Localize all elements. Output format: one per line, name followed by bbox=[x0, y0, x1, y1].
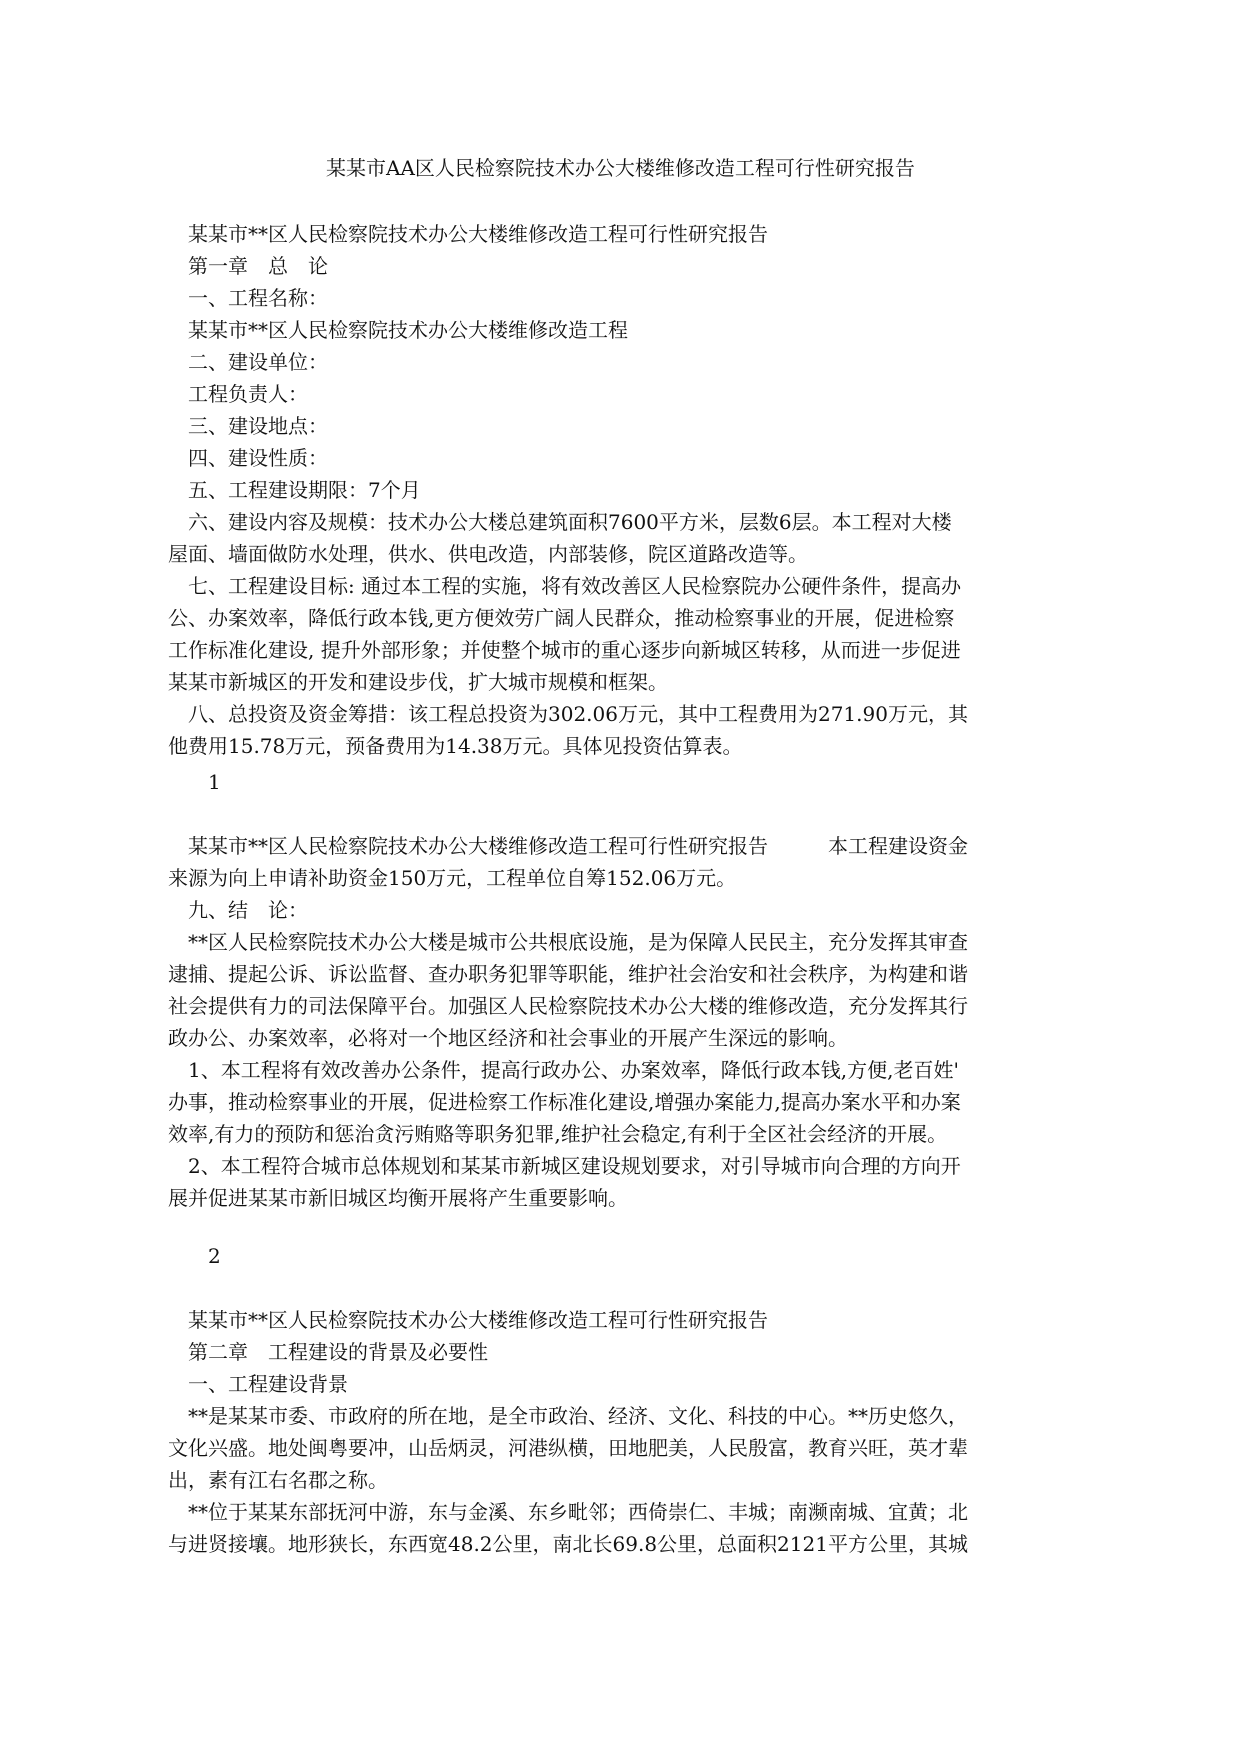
text-line: 效率,有力的预防和惩治贪污贿赂等职务犯罪,维护社会稳定,有利于全区社会经济的开展。 bbox=[168, 1122, 948, 1146]
text-line: 展并促进某某市新旧城区均衡开展将产生重要影响。 bbox=[168, 1186, 628, 1210]
item-heading: 九、结 论： bbox=[188, 898, 308, 922]
text-line: 八、总投资及资金筹措：该工程总投资为302.06万元，其中工程费用为271.90万元，其 bbox=[188, 702, 968, 726]
text-line: 政办公、办案效率，必将对一个地区经济和社会事业的开展产生深远的影响。 bbox=[168, 1026, 848, 1050]
text-line: 七、工程建设目标: 通过本工程的实施，将有效改善区人民检察院办公硬件条件，提高办 bbox=[188, 574, 962, 598]
section-page-3 bbox=[168, 1304, 1058, 1560]
text-line: 1、本工程将有效改善办公条件，提高行政办公、办案效率，降低行政本钱,方便,老百姓' bbox=[188, 1058, 959, 1082]
running-header: 某某市**区人民检察院技术办公大楼维修改造工程可行性研究报告 本工程建设资金 bbox=[188, 834, 968, 858]
page-number: 2 bbox=[208, 1244, 221, 1268]
text-line: 他费用15.78万元，预备费用为14.38万元。具体见投资估算表。 bbox=[168, 734, 743, 758]
text-line: 某某市新城区的开发和建设步伐，扩大城市规模和框架。 bbox=[168, 670, 668, 694]
item-heading: 三、建设地点： bbox=[188, 414, 328, 438]
text-line: 文化兴盛。地处闽粤要冲，山岳炳灵，河港纵横，田地肥美，人民殷富，教育兴旺，英才辈 bbox=[168, 1436, 968, 1460]
text-line: 与进贤接壤。地形狭长，东西宽48.2公里，南北长69.8公里，总面积2121平方公里，其城 bbox=[168, 1532, 968, 1556]
item-heading: 二、建设单位： bbox=[188, 350, 328, 374]
text-line: 六、建设内容及规模：技术办公大楼总建筑面积7600平方米，层数6层。本工程对大楼 bbox=[188, 510, 952, 534]
text-line: 社会提供有力的司法保障平台。加强区人民检察院技术办公大楼的维修改造，充分发挥其行 bbox=[168, 994, 968, 1018]
running-header: 某某市**区人民检察院技术办公大楼维修改造工程可行性研究报告 bbox=[188, 1308, 768, 1332]
running-header: 某某市**区人民检察院技术办公大楼维修改造工程可行性研究报告 bbox=[188, 222, 768, 246]
text-line: 来源为向上申请补助资金150万元，工程单位自筹152.06万元。 bbox=[168, 866, 737, 890]
item-heading: 五、工程建设期限：7个月 bbox=[188, 478, 421, 502]
text-line: 屋面、墙面做防水处理，供水、供电改造，内部装修，院区道路改造等。 bbox=[168, 542, 808, 566]
text-line: 逮捕、提起公诉、诉讼监督、查办职务犯罪等职能，维护社会治安和社会秩序，为构建和谐 bbox=[168, 962, 968, 986]
chapter-heading: 第二章 工程建设的背景及必要性 bbox=[188, 1340, 488, 1364]
item-heading: 四、建设性质： bbox=[188, 446, 328, 470]
text-line: 出，素有江右名郡之称。 bbox=[168, 1468, 388, 1492]
text-line: 2、本工程符合城市总体规划和某某市新城区建设规划要求，对引导城市向合理的方向开 bbox=[188, 1154, 961, 1178]
chapter-heading: 第一章 总 论 bbox=[188, 254, 328, 278]
text-line: **位于某某东部抚河中游，东与金溪、东乡毗邻；西倚崇仁、丰城；南濒南城、宜黄；北 bbox=[188, 1500, 968, 1524]
text-line: 工作标准化建设, 提升外部形象；并使整个城市的重心逐步向新城区转移，从而进一步促进 bbox=[168, 638, 961, 662]
text-line: **是某某市委、市政府的所在地，是全市政治、经济、文化、科技的中心。**历史悠久， bbox=[188, 1404, 968, 1428]
text-line: 公、办案效率，降低行政本钱,更方便效劳广阔人民群众，推动检察事业的开展，促进检察 bbox=[168, 606, 955, 630]
page-number: 1 bbox=[208, 770, 221, 794]
text-line: **区人民检察院技术办公大楼是城市公共根底设施，是为保障人民民主，充分发挥其审查 bbox=[188, 930, 968, 954]
text-line: 某某市**区人民检察院技术办公大楼维修改造工程 bbox=[188, 318, 628, 342]
section-page-2 bbox=[168, 830, 1058, 1214]
item-heading: 一、工程建设背景 bbox=[188, 1372, 348, 1396]
text-line: 工程负责人： bbox=[188, 382, 308, 406]
section-page-1 bbox=[168, 218, 1058, 762]
document-title: 某某市AA区人民检察院技术办公大楼维修改造工程可行性研究报告 bbox=[326, 156, 915, 180]
text-line: 办事，推动检察事业的开展，促进检察工作标准化建设,增强办案能力,提高办案水平和办案 bbox=[168, 1090, 961, 1114]
item-heading: 一、工程名称： bbox=[188, 286, 328, 310]
